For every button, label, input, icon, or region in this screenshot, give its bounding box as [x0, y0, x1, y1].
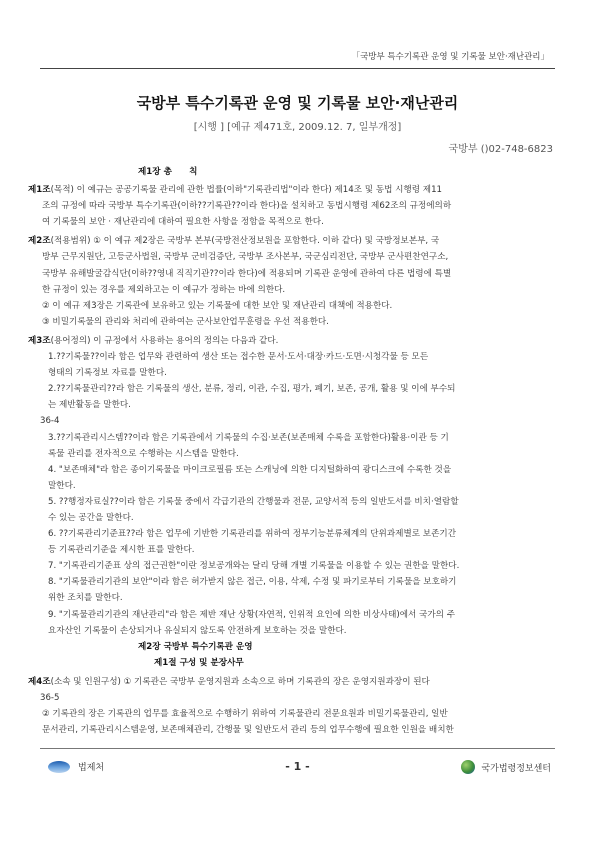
definition-item: 8. "기록물관리기관의 보안"이라 함은 허가받지 않은 접근, 이용, 삭제, 수정 및 파기로부터 기록물을 보호하기 [48, 577, 457, 588]
article-4-line [28, 674, 553, 690]
article-label: 제1조 [28, 185, 51, 196]
definition-item: 등 기록관리기준을 제시한 표를 말한다. [48, 545, 195, 556]
article-2-line [28, 233, 553, 249]
article-label: 제3조 [28, 335, 51, 346]
definition-item: 9. "기록물관리기관의 재난관리"라 함은 제반 재난 상황(자연적, 인위적 요인에 의한 비상사태)에서 국가의 주 [48, 609, 455, 620]
reference-number: 36-5 [40, 693, 60, 703]
article-4-line: ② 기록관의 장은 기록관의 업무를 효율적으로 수행하기 위하여 기록물관리 전문요원과 비밀기록물관리, 일반 [42, 709, 448, 720]
definition-item: 요자산인 기록물이 손상되거나 유실되지 않도록 안전하게 보호하는 것을 말한다. [48, 625, 347, 636]
article-2-line: ③ 비밀기록물의 관리와 처리에 관하여는 군사보안업무훈령을 우선 적용한다. [42, 316, 329, 327]
definition-item: 는 제반활동을 말한다. [48, 400, 131, 411]
article-4-line: 문서관리, 기록관리시스템운영, 보존매체관리, 간행물 및 일반도서 관리 등의 업무수행에 필요한 인원을 배치한 [42, 725, 454, 736]
footer-right [461, 760, 551, 774]
article-1-line: 여 기록물의 보안 · 재난관리에 대하여 필요한 사항을 정함을 목적으로 한다. [42, 217, 324, 228]
article-2-line: 국방부 유해발굴감식단(이하??영내 직직기관??이라 한다)에 적용되며 기록관 운영에 관하여 다른 법령에 특별 [42, 268, 452, 279]
definition-item: 형태의 기록정보 자료를 말한다. [48, 368, 167, 379]
definition-item: 수 있는 공간을 말한다. [48, 512, 134, 523]
page-footer [40, 756, 555, 784]
article-label: 제2조 [28, 236, 51, 247]
article-text: (용어정의) 이 규정에서 사용하는 용어의 정의는 다음과 같다. [50, 335, 279, 346]
article-2-line: 방부 근무지원단, 고등군사법원, 국방부 군비검증단, 국방부 조사본부, 국군심리전단, 국방부 군사편찬연구소, [42, 252, 449, 263]
definition-item: 6. ??기록관리기준표??라 함은 업무에 기반한 기록관리를 위하여 정부기능분류체계의 단위과제별로 보존기간 [48, 529, 456, 540]
article-text: (목적) 이 예규는 공공기록물 관리에 관한 법률(이하"기록관리법"이라 한다) 제14조 및 동법 시행령 제11 [50, 185, 443, 196]
article-text: (적용범위) ① 이 예규 제2장은 국방부 본부(국방전산정보원을 포함한다. 이하 같다) 및 국방정보본부, 국 [50, 236, 440, 247]
definition-item: 위한 조치를 말한다. [48, 593, 123, 604]
definition-item: 4. "보존매체"라 함은 종이기록물을 마이크로필름 또는 스캐닝에 의한 디지털화하여 광디스크에 수록한 것을 [48, 464, 452, 475]
footer-right-label: 국가법령정보센터 [481, 763, 551, 774]
reference-number: 36-4 [40, 416, 60, 427]
article-3-line [28, 333, 553, 349]
law-center-logo-icon [461, 760, 475, 774]
definition-item: 7. "기록관리기준표 상의 접근권한"이란 정보공개와는 달리 당해 개별 기록물을 이용할 수 있는 권한을 말한다. [48, 561, 460, 572]
definition-item: 말한다. [48, 480, 76, 491]
article-2-line: ② 이 예규 제3장은 기록관에 보유하고 있는 기록물에 대한 보안 및 재난관리 대책에 적용한다. [42, 300, 393, 311]
chapter-heading: 제2장 국방부 특수기록관 운영 [138, 641, 253, 652]
definition-item: 록물 관리를 전자적으로 수행하는 시스템을 말한다. [48, 448, 239, 459]
document-body [28, 158, 553, 738]
article-2-line: 한 규정이 있는 경우를 제외하고는 이 예규가 정하는 바에 의한다. [42, 284, 286, 295]
header-divider [40, 68, 555, 69]
running-header: 「국방부 특수기록관 운영 및 기록물 보안·재난관리」 [351, 52, 549, 62]
article-1-line [28, 182, 553, 198]
article-label: 제4조 [28, 676, 51, 687]
document-title: 국방부 특수기록관 운영 및 기록물 보안·재난관리 [136, 94, 459, 112]
contact-info: 국방부 ()02-748-6823 [448, 144, 553, 155]
definition-item: 3.??기록관리시스템??이라 함은 기록관에서 기록물의 수집·보존(보존매체 수록을 포함한다)활용·이관 등 기 [48, 432, 449, 443]
footer-divider [40, 748, 555, 749]
chapter-heading: 제1장 총 칙 [138, 167, 198, 177]
document-subtitle: [시행 ] [예규 제471호, 2009.12. 7, 일부개정] [193, 122, 402, 133]
definition-item: 5. ??행정자료실??이라 함은 기록물 중에서 각급기관의 간행물과 전문, 교양서적 등의 일반도서를 비치·열람할 [48, 496, 459, 507]
section-heading: 제1절 구성 및 분장사무 [154, 657, 244, 668]
footer-left-label: 법제처 [78, 763, 105, 773]
definition-item: 1.??기록물??이라 함은 업무와 관련하여 생산 또는 접수한 문서·도서·대장·카드·도면·시청각물 등 모든 [48, 352, 429, 363]
definition-item: 2.??기록물관리??라 함은 기록물의 생산, 분류, 정리, 이관, 수집, 평가, 폐기, 보존, 공개, 활용 및 이에 부수되 [48, 384, 456, 395]
article-text: (소속 및 인원구성) ① 기록관은 국방부 운영지원과 소속으로 하며 기록관의 장은 운영지원과장이 된다 [50, 676, 430, 687]
article-1-line: 조의 규정에 따라 국방부 특수기록관(이하??기록관??이라 한다)을 설치하고 동법시행령 제62조의 규정에의하 [42, 201, 452, 212]
page-number: - 1 - [285, 760, 310, 773]
